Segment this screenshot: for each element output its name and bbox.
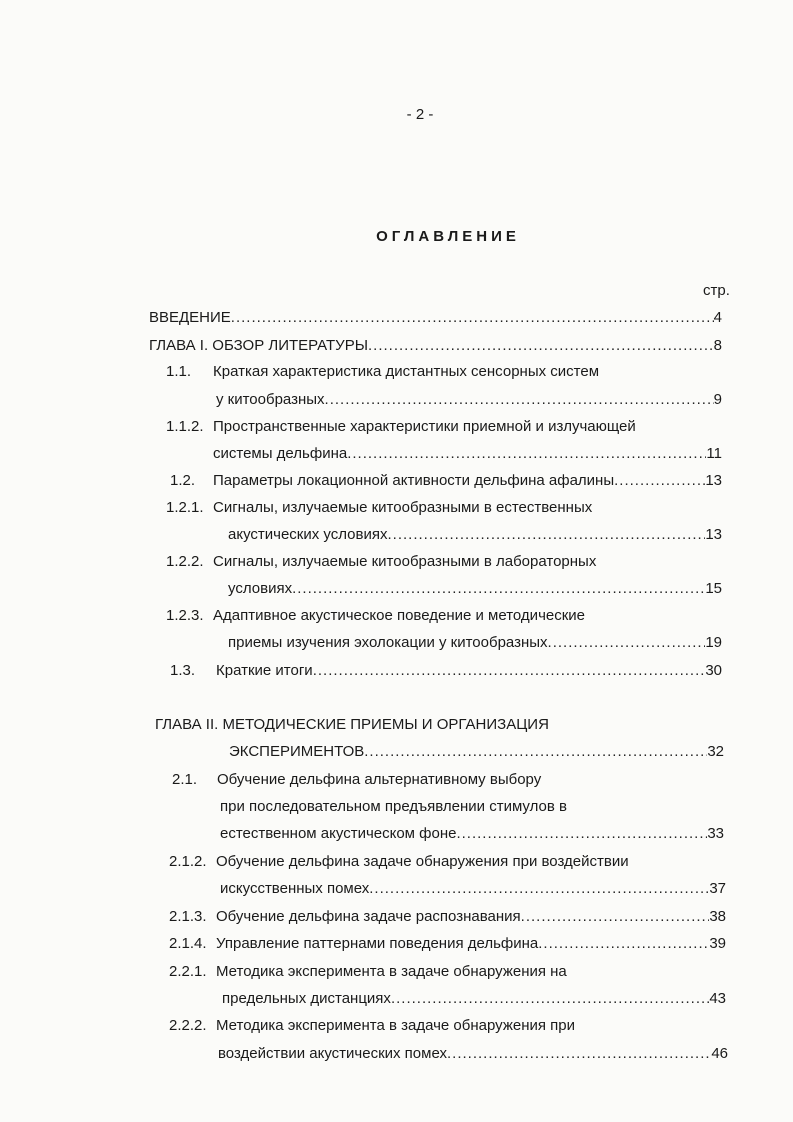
leader-dots (325, 390, 714, 410)
leader-dots (548, 633, 706, 653)
leader-dots (456, 824, 707, 844)
toc-entry-line: Пространственные характеристики приемной и излучающей (213, 418, 636, 435)
toc-entry-text: воздействии акустических помех (218, 1045, 447, 1062)
toc-entry (216, 661, 722, 681)
toc-entry-page: 37 (709, 880, 726, 897)
toc-entry (216, 907, 726, 927)
toc-entry-text: Управление паттернами поведения дельфина (216, 935, 539, 952)
toc-entry-text: условиях (228, 580, 293, 597)
toc-entry-text: у китообразных (216, 391, 325, 408)
toc-entry-line: Методика эксперимента в задаче обнаружения при (216, 1017, 575, 1034)
page-column-label: стр. (703, 282, 730, 299)
toc-entry-text: Краткие итоги (216, 662, 313, 679)
toc-entry-page: 4 (713, 309, 722, 326)
toc-entry-page: 38 (709, 908, 726, 925)
leader-dots (614, 471, 705, 491)
toc-entry (222, 989, 726, 1009)
toc-entry (213, 444, 722, 464)
leader-dots (391, 989, 709, 1009)
toc-entry-number: 2.1.2. (169, 853, 207, 870)
leader-dots (368, 336, 714, 356)
toc-entry-page: 30 (705, 662, 722, 679)
toc-entry-number: 2.1.4. (169, 935, 207, 952)
toc-entry-text: Обучение дельфина задаче распознавания (216, 908, 521, 925)
toc-entry-line: при последовательном предъявлении стимулов в (220, 798, 567, 815)
leader-dots (538, 934, 709, 954)
toc-entry-number: 1.2. (170, 472, 196, 489)
toc-entry-number: 1.2.3. (166, 607, 204, 624)
toc-entry-text: Параметры локационной активности дельфина афалины (213, 472, 615, 489)
toc-entry (228, 633, 722, 653)
toc-entry-page: 15 (705, 580, 722, 597)
toc-entry-text: искусственных помех (220, 880, 370, 897)
toc-entry-number: 1.1.2. (166, 418, 204, 435)
toc-entry-page: 8 (713, 337, 722, 354)
toc-entry-page: 43 (709, 990, 726, 1007)
toc-entry-number: 2.2.1. (169, 963, 207, 980)
toc-entry (220, 824, 724, 844)
leader-dots (347, 444, 706, 464)
toc-entry-number: 1.1. (166, 363, 192, 380)
toc-entry-line: ГЛАВА II. МЕТОДИЧЕСКИЕ ПРИЕМЫ И ОРГАНИЗАЦИЯ (155, 716, 549, 733)
leader-dots (313, 661, 706, 681)
toc-entry-line: Краткая характеристика дистантных сенсорных систем (213, 363, 600, 380)
toc-entry-line: Адаптивное акустическое поведение и методические (213, 607, 586, 624)
toc-entry-text: акустических условиях (228, 526, 388, 543)
toc-entry-page: 39 (709, 935, 726, 952)
toc-title: ОГЛАВЛЕНИЕ (376, 228, 520, 245)
toc-entry-line: Сигналы, излучаемые китообразными в естественных (213, 499, 593, 516)
toc-entry-line: Обучение дельфина альтернативному выбору (217, 771, 542, 788)
toc-entry-page: 13 (705, 526, 722, 543)
toc-entry-number: 2.1. (172, 771, 198, 788)
leader-dots (388, 525, 706, 545)
toc-entry-line: Обучение дельфина задаче обнаружения при воздействии (216, 853, 629, 870)
toc-entry-text: естественном акустическом фоне (220, 825, 457, 842)
toc-entry-page: 33 (707, 825, 724, 842)
toc-entry (216, 390, 722, 410)
toc-entry-line: Методика эксперимента в задаче обнаружения на (216, 963, 567, 980)
toc-entry-number: 1.2.2. (166, 553, 204, 570)
toc-entry (220, 879, 726, 899)
toc-entry-page: 19 (705, 634, 722, 651)
toc-entry-text: предельных дистанциях (222, 990, 391, 1007)
toc-entry-page: 13 (705, 472, 722, 489)
toc-entry (218, 1044, 728, 1064)
toc-entry-text: приемы изучения эхолокации у китообразных (228, 634, 548, 651)
toc-entry-number: 2.2.2. (169, 1017, 207, 1034)
toc-entry (149, 308, 722, 328)
toc-entry (228, 525, 722, 545)
toc-entry-page: 46 (711, 1045, 728, 1062)
toc-entry-page: 11 (706, 445, 722, 462)
leader-dots (521, 907, 710, 927)
leader-dots (292, 579, 705, 599)
toc-entry-number: 1.2.1. (166, 499, 204, 516)
toc-entry-page: 9 (713, 391, 722, 408)
toc-entry-text: системы дельфина (213, 445, 348, 462)
leader-dots (364, 742, 707, 762)
toc-entry-number: 2.1.3. (169, 908, 207, 925)
leader-dots (231, 308, 714, 328)
toc-entry-text: ГЛАВА I. ОБЗОР ЛИТЕРАТУРЫ (149, 337, 368, 354)
toc-entry (229, 742, 724, 762)
toc-entry (216, 934, 726, 954)
toc-entry (213, 471, 722, 491)
toc-entry-number: 1.3. (170, 662, 196, 679)
leader-dots (369, 879, 709, 899)
toc-entry (228, 579, 722, 599)
page-number: - 2 - (406, 106, 434, 123)
toc-entry-line: Сигналы, излучаемые китообразными в лабораторных (213, 553, 597, 570)
toc-entry (149, 336, 722, 356)
toc-entry-page: 32 (707, 743, 724, 760)
leader-dots (447, 1044, 711, 1064)
toc-entry-text: ВВЕДЕНИЕ (149, 309, 231, 326)
toc-entry-text: ЭКСПЕРИМЕНТОВ (229, 743, 365, 760)
